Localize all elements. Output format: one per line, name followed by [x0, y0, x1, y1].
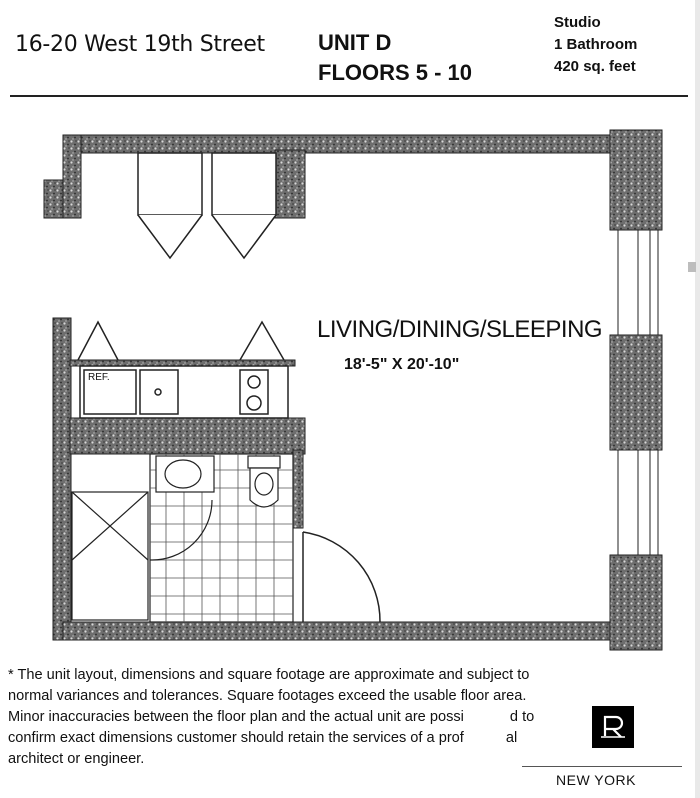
- room-label: LIVING/DINING/SLEEPING: [317, 316, 603, 343]
- r-logo-icon: [592, 706, 634, 748]
- unit-floors: FLOORS 5 - 10: [318, 60, 473, 85]
- unit-name: UNIT D: [318, 30, 392, 55]
- disclaimer: [8, 665, 688, 770]
- building-address: 16-20 West 19th Street: [15, 32, 265, 57]
- room-dimensions: 18'-5" X 20'-10": [344, 356, 460, 373]
- disclaimer-line: normal variances and tolerances. Square footages exceed the usable floor area.: [8, 688, 527, 704]
- spec-area: 420 sq. feet: [554, 58, 636, 75]
- disclaimer-line: architect or engineer.: [8, 751, 145, 767]
- disclaimer-line: confirm exact dimensions customer should retain the services of a prof al: [8, 730, 518, 746]
- spec-bathrooms: 1 Bathroom: [554, 36, 638, 53]
- fridge-label: REF.: [88, 372, 110, 383]
- bathroom: [72, 454, 293, 622]
- brand-divider: [522, 766, 682, 767]
- disclaimer-line: * The unit layout, dimensions and square footage are approximate and subject to: [8, 667, 530, 683]
- entry-door: [303, 532, 380, 622]
- brand-logo: [592, 706, 634, 748]
- disclaimer-line: Minor inaccuracies between the floor plan and the actual unit are possi d to: [8, 709, 535, 725]
- spec-type: Studio: [554, 14, 601, 31]
- brand-city: NEW YORK: [556, 772, 636, 788]
- kitchen: [78, 322, 288, 418]
- closets: [138, 153, 276, 258]
